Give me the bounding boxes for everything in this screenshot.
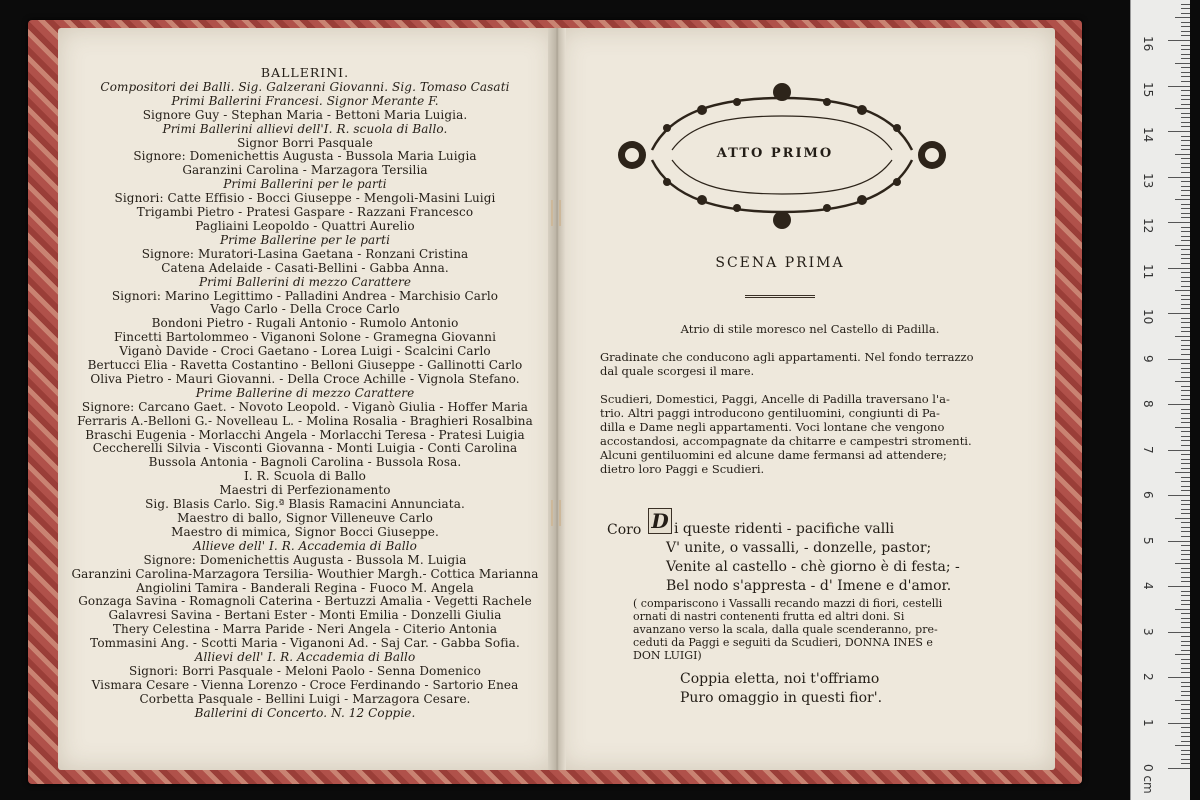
ruler-tick bbox=[1181, 763, 1190, 764]
ruler-tick bbox=[1181, 595, 1190, 596]
ruler-tick bbox=[1181, 95, 1190, 96]
ruler-tick bbox=[1181, 181, 1190, 182]
ruler-tick bbox=[1181, 22, 1190, 23]
cast-line: Maestro di ballo, Signor Villeneuve Carlo bbox=[177, 512, 433, 525]
ruler-tick bbox=[1168, 131, 1190, 132]
ruler-tick bbox=[1181, 490, 1190, 491]
ruler-tick bbox=[1181, 236, 1190, 237]
ruler-tick bbox=[1181, 113, 1190, 114]
ruler-tick bbox=[1181, 213, 1190, 214]
ruler-tick bbox=[1181, 386, 1190, 387]
ruler-tick bbox=[1181, 217, 1190, 218]
cast-line: Thery Celestina - Marra Paride - Neri Angela - Citerio Antonia bbox=[112, 623, 498, 637]
act-title: ATTO PRIMO bbox=[716, 146, 834, 161]
ruler-tick bbox=[1168, 268, 1190, 269]
ruler-tick bbox=[1181, 67, 1190, 68]
cast-line: Ballerini di Concerto. N. 12 Coppie. bbox=[194, 706, 416, 720]
ruler-tick bbox=[1181, 368, 1190, 369]
ruler-tick bbox=[1181, 140, 1190, 141]
ruler-tick bbox=[1181, 736, 1190, 737]
ruler-tick bbox=[1181, 136, 1190, 137]
ruler-tick bbox=[1181, 331, 1190, 332]
ruler-tick bbox=[1181, 8, 1190, 9]
ruler-tick bbox=[1168, 177, 1190, 178]
cast-line: Signore: Domenichettis Augusta - Bussola M. Luigia bbox=[143, 553, 467, 567]
cast-line: Signori: Marino Legittimo - Palladini Andrea - Marchisio Carlo bbox=[111, 289, 499, 303]
ruler-tick bbox=[1181, 568, 1190, 569]
ruler-tick bbox=[1175, 745, 1190, 746]
cast-line: Signori: Borri Pasquale - Meloni Paolo - Senna Domenico bbox=[129, 664, 481, 678]
cast-line: Catena Adelaide - Casati-Bellini - Gabba Anna. bbox=[161, 261, 449, 275]
ruler-tick bbox=[1181, 422, 1190, 423]
ruler-tick bbox=[1181, 72, 1190, 73]
cast-line: Galavresi Savina - Bertani Ester - Monti Emilia - Donzelli Giulia bbox=[108, 609, 502, 623]
ruler-tick bbox=[1175, 563, 1190, 564]
ruler-tick bbox=[1175, 472, 1190, 473]
ruler-tick bbox=[1181, 577, 1190, 578]
ruler-tick bbox=[1181, 117, 1190, 118]
ruler-tick bbox=[1181, 672, 1190, 673]
ruler-tick bbox=[1181, 686, 1190, 687]
cast-line: Primi Ballerini allievi dell'I. R. scuola di Ballo. bbox=[162, 122, 448, 136]
ruler-tick bbox=[1168, 541, 1190, 542]
ruler-tick bbox=[1181, 554, 1190, 555]
ruler-tick bbox=[1175, 154, 1190, 155]
ruler-tick bbox=[1181, 395, 1190, 396]
ruler-label: 8 bbox=[1141, 400, 1155, 408]
ruler-tick bbox=[1181, 504, 1190, 505]
ruler-label: 4 bbox=[1141, 582, 1155, 590]
ruler-tick bbox=[1181, 641, 1190, 642]
ruler-tick bbox=[1181, 399, 1190, 400]
ruler-tick bbox=[1181, 709, 1190, 710]
ruler-tick bbox=[1181, 572, 1190, 573]
cast-line: Corbetta Pasquale - Bellini Luigi - Marzagora Cesare. bbox=[139, 692, 471, 706]
binding-stitch bbox=[551, 500, 561, 526]
ruler-tick bbox=[1181, 195, 1190, 196]
ruler-tick bbox=[1181, 459, 1190, 460]
ruler-tick bbox=[1181, 272, 1190, 273]
cast-line: Primi Ballerini per le parti bbox=[223, 178, 387, 192]
ruler-label: 7 bbox=[1141, 445, 1155, 454]
ruler-tick bbox=[1181, 54, 1190, 55]
cast-line: Primi Ballerini Francesi. Signor Merante F. bbox=[171, 94, 439, 108]
ruler-tick bbox=[1175, 63, 1190, 64]
ruler-tick bbox=[1181, 208, 1190, 209]
cast-line: Viganò Davide - Croci Gaetano - Lorea Luigi - Scalcini Carlo bbox=[119, 345, 491, 359]
cast-line: Signor Borri Pasquale bbox=[237, 136, 373, 150]
ruler-tick bbox=[1181, 81, 1190, 82]
ruler-tick bbox=[1181, 327, 1190, 328]
ruler-tick bbox=[1181, 559, 1190, 560]
ruler-tick bbox=[1181, 627, 1190, 628]
cast-line: Pagliaini Leopoldo - Quattri Aurelio bbox=[195, 219, 415, 233]
cast-line: Garanzini Carolina - Marzagora Tersilia bbox=[182, 164, 428, 178]
ruler-label: 14 bbox=[1141, 127, 1155, 143]
ruler-tick bbox=[1181, 295, 1190, 296]
ruler-tick bbox=[1181, 718, 1190, 719]
cast-line: Signore Guy - Stephan Maria - Bettoni Maria Luigia. bbox=[142, 108, 468, 122]
cast-line: Angiolini Tamira - Banderali Regina - Fuoco M. Angela bbox=[136, 581, 474, 595]
ruler-tick bbox=[1181, 340, 1190, 341]
scene-title: SCENA PRIMA bbox=[715, 255, 845, 271]
ruler-tick bbox=[1168, 313, 1190, 314]
cast-line: Ceccherelli Silvia - Visconti Giovanna - Monti Luigia - Conti Carolina bbox=[92, 442, 518, 456]
ruler-tick bbox=[1181, 445, 1190, 446]
ruler-tick bbox=[1175, 245, 1190, 246]
ruler-tick bbox=[1175, 17, 1190, 18]
cast-line: Vismara Cesare - Vienna Lorenzo - Croce Ferdinando - Sartorio Enea bbox=[91, 678, 519, 692]
ruler-tick bbox=[1181, 126, 1190, 127]
ruler-tick bbox=[1181, 299, 1190, 300]
ruler-tick bbox=[1168, 632, 1190, 633]
ruler-tick bbox=[1181, 204, 1190, 205]
ruler-tick bbox=[1181, 145, 1190, 146]
ruler-tick bbox=[1181, 4, 1190, 5]
ruler-tick bbox=[1181, 581, 1190, 582]
ruler-label: 0 cm bbox=[1141, 764, 1155, 794]
ruler-tick bbox=[1168, 677, 1190, 678]
ruler-tick bbox=[1181, 76, 1190, 77]
scene-description: Gradinate che conducono agli appartamenti. Nel fondo terrazzo dal quale scorgesi il mare. bbox=[600, 350, 974, 378]
cast-line: Bertucci Elia - Ravetta Costantino - Belloni Giuseppe - Gallinotti Carlo bbox=[87, 359, 523, 373]
ruler-tick bbox=[1175, 199, 1190, 200]
ruler-tick bbox=[1168, 495, 1190, 496]
ruler-label: 16 bbox=[1141, 36, 1155, 52]
ruler-tick bbox=[1175, 700, 1190, 701]
ruler-tick bbox=[1181, 659, 1190, 660]
ruler-tick bbox=[1181, 754, 1190, 755]
ruler-tick bbox=[1181, 286, 1190, 287]
ruler-tick bbox=[1181, 227, 1190, 228]
ruler-tick bbox=[1168, 450, 1190, 451]
ruler-label: 13 bbox=[1141, 172, 1155, 188]
cast-list bbox=[70, 81, 540, 721]
scene-divider bbox=[745, 295, 815, 298]
ruler-tick bbox=[1181, 277, 1190, 278]
ruler-tick bbox=[1181, 418, 1190, 419]
ruler-tick bbox=[1181, 167, 1190, 168]
ruler-tick bbox=[1175, 108, 1190, 109]
ruler-tick bbox=[1181, 258, 1190, 259]
ruler-tick bbox=[1181, 486, 1190, 487]
final-verse: Coppia eletta, noi t'offriamo Puro omaggio in questi fior'. bbox=[680, 671, 883, 706]
ruler-tick bbox=[1181, 454, 1190, 455]
ruler-tick bbox=[1181, 190, 1190, 191]
cast-line: Tommasini Ang. - Scotti Maria - Viganoni Ad. - Saj Car. - Gabba Sofia. bbox=[90, 637, 520, 651]
cast-line: Primi Ballerini di mezzo Carattere bbox=[198, 275, 412, 289]
cast-line: I. R. Scuola di Ballo bbox=[243, 470, 367, 484]
ruler-tick bbox=[1181, 527, 1190, 528]
cast-line: Signore: Carcano Gaet. - Novoto Leopold. - Viganò Giulia - Hoffer Maria bbox=[81, 400, 529, 414]
ruler-tick bbox=[1168, 40, 1190, 41]
ruler-tick bbox=[1181, 158, 1190, 159]
ruler-tick bbox=[1181, 513, 1190, 514]
binding-stitch bbox=[551, 200, 561, 226]
ruler-tick bbox=[1181, 35, 1190, 36]
ruler-tick bbox=[1181, 618, 1190, 619]
ruler-tick bbox=[1181, 636, 1190, 637]
ruler-tick bbox=[1181, 481, 1190, 482]
ruler-tick bbox=[1181, 463, 1190, 464]
cast-line: Signore: Domenichettis Augusta - Bussola Maria Luigia bbox=[133, 150, 477, 164]
ruler-tick bbox=[1181, 695, 1190, 696]
cast-line: Fincetti Bartolommeo - Viganoni Solone - Gramegna Giovanni bbox=[113, 331, 497, 345]
cast-line: Trigambi Pietro - Pratesi Gaspare - Razzani Francesco bbox=[136, 206, 474, 220]
measuring-ruler bbox=[1130, 0, 1190, 800]
ruler-tick bbox=[1181, 231, 1190, 232]
ruler-tick bbox=[1181, 413, 1190, 414]
ruler-tick bbox=[1175, 290, 1190, 291]
ruler-tick bbox=[1168, 768, 1190, 769]
ruler-tick bbox=[1181, 104, 1190, 105]
ruler-label: 2 bbox=[1141, 673, 1155, 681]
ruler-tick bbox=[1181, 409, 1190, 410]
cast-line: Gonzaga Savina - Romagnoli Caterina - Bertuzzi Amalia - Vegetti Rachele bbox=[78, 595, 532, 609]
ruler-tick bbox=[1181, 349, 1190, 350]
ruler-tick bbox=[1181, 682, 1190, 683]
ruler-tick bbox=[1181, 531, 1190, 532]
ruler-label: 6 bbox=[1141, 491, 1155, 499]
cast-line: Oliva Pietro - Mauri Giovanni. - Della Croce Achille - Vignola Stefano. bbox=[90, 372, 520, 386]
ruler-tick bbox=[1168, 723, 1190, 724]
cast-line: Maestro di mimica, Signor Bocci Giuseppe. bbox=[171, 525, 439, 539]
ruler-tick bbox=[1181, 545, 1190, 546]
ruler-tick bbox=[1181, 354, 1190, 355]
ruler-tick bbox=[1181, 509, 1190, 510]
scene-setting: Atrio di stile moresco nel Castello di Padilla. bbox=[680, 322, 940, 336]
ruler-tick bbox=[1181, 613, 1190, 614]
ruler-tick bbox=[1181, 122, 1190, 123]
ruler-label: 1 bbox=[1141, 718, 1155, 727]
ruler-tick bbox=[1181, 741, 1190, 742]
ruler-tick bbox=[1168, 222, 1190, 223]
cast-line: Sig. Blasis Carlo. Sig.ª Blasis Ramacini Annunciata. bbox=[145, 498, 465, 512]
ruler-tick bbox=[1181, 308, 1190, 309]
ruler-tick bbox=[1181, 440, 1190, 441]
ruler-tick bbox=[1168, 586, 1190, 587]
ruler-tick bbox=[1168, 86, 1190, 87]
cast-line: Prime Ballerine di mezzo Carattere bbox=[195, 386, 415, 400]
ruler-tick bbox=[1181, 281, 1190, 282]
cast-line: Signori: Catte Effisio - Bocci Giuseppe - Mengoli-Masini Luigi bbox=[114, 192, 496, 206]
ruler-tick bbox=[1181, 345, 1190, 346]
ruler-tick bbox=[1181, 622, 1190, 623]
scene-action: Scudieri, Domestici, Paggi, Ancelle di Padilla traversano l'a- trio. Altri paggi introducono gentiluomini, congiunti di Pa- dilla e Dame negli appartamenti. Voci lontane che vengono accostandosi, accompagnate da chitarre e campestri stromenti. Alcuni gentiluomini ed alcune dame fermansi ad attendere; dietro loro Paggi e Scudieri. bbox=[600, 392, 972, 476]
ruler-tick bbox=[1181, 58, 1190, 59]
cast-line: Compositori dei Balli. Sig. Galzerani Giovanni. Sig. Tomaso Casati bbox=[100, 80, 510, 94]
ruler-tick bbox=[1181, 45, 1190, 46]
ruler-tick bbox=[1181, 704, 1190, 705]
book-gutter bbox=[548, 28, 566, 770]
ruler-tick bbox=[1181, 149, 1190, 150]
cast-line: Maestri di Perfezionamento bbox=[219, 484, 391, 498]
ruler-tick bbox=[1181, 377, 1190, 378]
ruler-tick bbox=[1175, 518, 1190, 519]
ruler-tick bbox=[1181, 600, 1190, 601]
ruler-tick bbox=[1181, 668, 1190, 669]
left-page-text bbox=[70, 66, 540, 721]
ruler-tick bbox=[1181, 49, 1190, 50]
ruler-tick bbox=[1181, 732, 1190, 733]
ruler-tick bbox=[1181, 186, 1190, 187]
ruler-tick bbox=[1181, 99, 1190, 100]
ruler-label: 11 bbox=[1141, 263, 1155, 279]
ruler-tick bbox=[1181, 13, 1190, 14]
stage-direction: ( compariscono i Vassalli recando mazzi di fiori, cestelli ornati di nastri contenenti frutta ed altri doni. Si avanzano verso la scala, dalla quale scenderanno, pre- ceduti da Paggi e seguiti da Scudieri, DONNA INES e DON LUIGI) bbox=[633, 597, 943, 662]
cast-line: Prime Ballerine per le parti bbox=[219, 233, 391, 247]
cast-line: Allieve dell' I. R. Accademia di Ballo bbox=[193, 539, 417, 553]
ruler-tick bbox=[1181, 31, 1190, 32]
ruler-tick bbox=[1181, 26, 1190, 27]
cast-line: Allievi dell' I. R. Accademia di Ballo bbox=[194, 651, 416, 665]
ruler-tick bbox=[1181, 390, 1190, 391]
ruler-tick bbox=[1181, 604, 1190, 605]
cast-line: Vago Carlo - Della Croce Carlo bbox=[210, 303, 400, 317]
ruler-tick bbox=[1181, 522, 1190, 523]
ruler-tick bbox=[1181, 500, 1190, 501]
ruler-tick bbox=[1181, 477, 1190, 478]
ruler-tick bbox=[1181, 372, 1190, 373]
ruler-tick bbox=[1181, 713, 1190, 714]
ruler-tick bbox=[1181, 663, 1190, 664]
ruler-tick bbox=[1181, 304, 1190, 305]
ruler-tick bbox=[1181, 249, 1190, 250]
ruler-tick bbox=[1181, 163, 1190, 164]
ruler-label: 5 bbox=[1141, 536, 1155, 545]
ruler-tick bbox=[1181, 550, 1190, 551]
ruler-tick bbox=[1181, 172, 1190, 173]
ruler-tick bbox=[1181, 691, 1190, 692]
ruler-tick bbox=[1181, 759, 1190, 760]
chorus-verse: i queste ridenti - pacifiche valli V' unite, o vassalli, - donzelle, pastor; Venite al castello - chè giorno è di festa; - Bel nodo s'appresta - d' Imene e d'amor. bbox=[666, 521, 960, 594]
cast-line: Bondoni Pietro - Rugali Antonio - Rumolo Antonio bbox=[151, 317, 459, 331]
ruler-label: 9 bbox=[1141, 354, 1155, 363]
cast-line: Signore: Muratori-Lasina Gaetana - Ronzani Cristina bbox=[141, 247, 469, 261]
ruler-tick bbox=[1168, 404, 1190, 405]
left-page-heading: BALLERINI. bbox=[260, 66, 350, 80]
ruler-tick bbox=[1181, 431, 1190, 432]
ruler-tick bbox=[1181, 90, 1190, 91]
ruler-label: 12 bbox=[1141, 218, 1155, 234]
ruler-tick bbox=[1175, 381, 1190, 382]
ruler-tick bbox=[1181, 263, 1190, 264]
coro-label: Coro bbox=[607, 522, 642, 538]
ruler-label: 15 bbox=[1141, 81, 1155, 97]
ruler-tick bbox=[1181, 591, 1190, 592]
ruler-label: 10 bbox=[1141, 309, 1155, 325]
ruler-tick bbox=[1181, 650, 1190, 651]
ruler-tick bbox=[1175, 336, 1190, 337]
cast-line: Bussola Antonia - Bagnoli Carolina - Bussola Rosa. bbox=[148, 456, 462, 470]
cast-line: Ferraris A.-Belloni G.- Novelleau L. - Molina Rosalia - Braghieri Rosalbina bbox=[77, 414, 533, 428]
cast-line: Garanzini Carolina-Marzagora Tersilia- Wouthier Margh.- Cottica Marianna bbox=[71, 567, 539, 581]
drop-cap: D bbox=[648, 508, 672, 534]
ruler-tick bbox=[1181, 468, 1190, 469]
ruler-label: 3 bbox=[1141, 627, 1155, 636]
ruler-tick bbox=[1175, 609, 1190, 610]
cast-line: Braschi Eugenia - Morlacchi Angela - Morlacchi Teresa - Pratesi Luigia bbox=[85, 428, 525, 442]
ruler-tick bbox=[1181, 318, 1190, 319]
ruler-tick bbox=[1175, 427, 1190, 428]
ruler-tick bbox=[1181, 436, 1190, 437]
ruler-tick bbox=[1181, 240, 1190, 241]
ruler-tick bbox=[1181, 750, 1190, 751]
ruler-tick bbox=[1181, 322, 1190, 323]
ruler-tick bbox=[1181, 363, 1190, 364]
ruler-tick bbox=[1181, 254, 1190, 255]
ruler-tick bbox=[1175, 654, 1190, 655]
ruler-tick bbox=[1181, 645, 1190, 646]
ruler-tick bbox=[1181, 727, 1190, 728]
ruler-tick bbox=[1181, 536, 1190, 537]
ruler-tick bbox=[1168, 359, 1190, 360]
